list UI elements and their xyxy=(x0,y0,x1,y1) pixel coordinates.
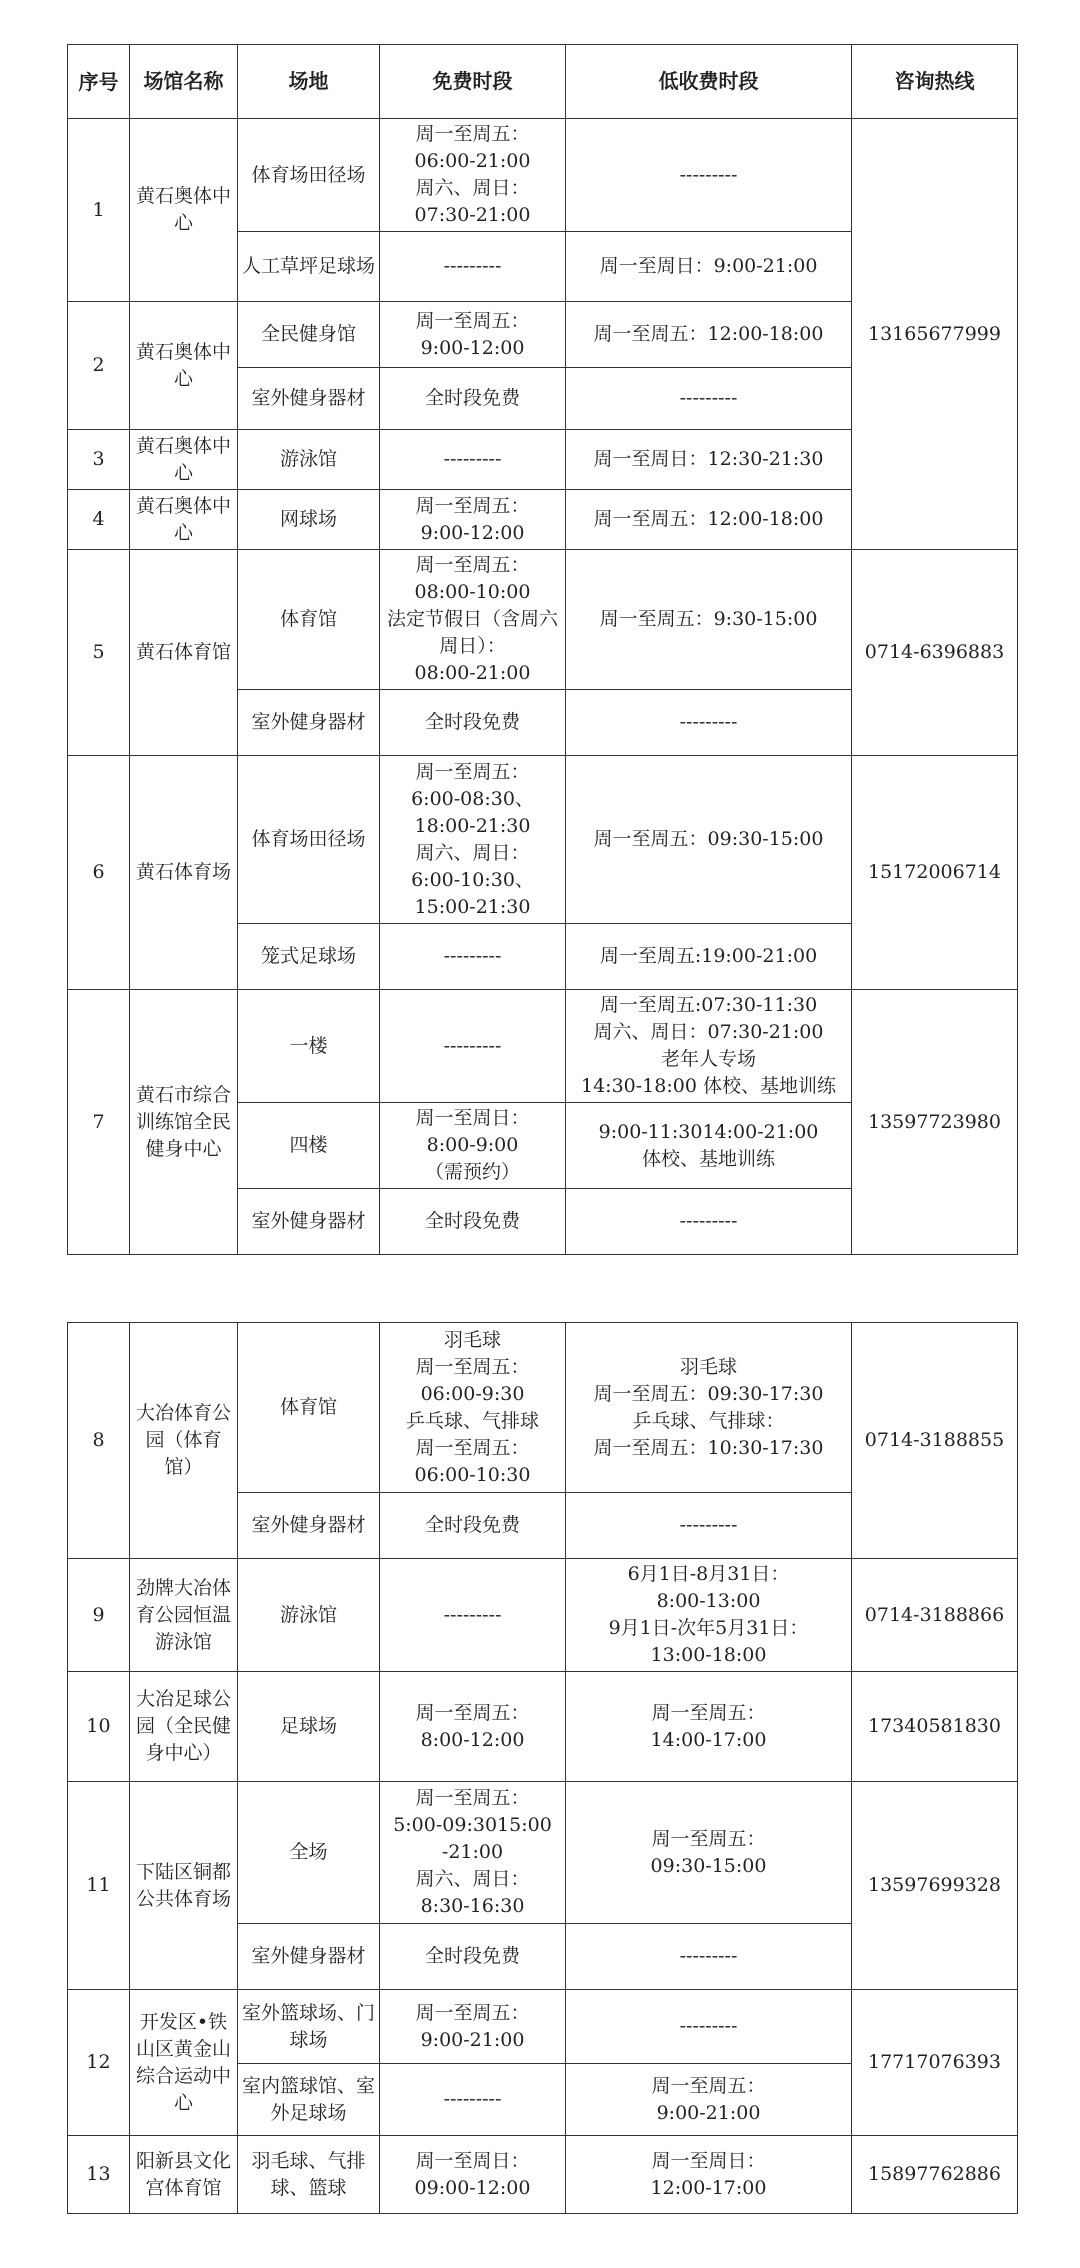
site-name: 体育馆 xyxy=(238,1323,380,1493)
low-fee-hours: 周一至周日：9:00-21:00 xyxy=(566,232,852,302)
hotline: 13597699328 xyxy=(852,1782,1018,1990)
row-number: 2 xyxy=(68,302,130,430)
venue-name: 黄石奥体中心 xyxy=(130,490,238,550)
free-hours: 全时段免费 xyxy=(380,1493,566,1559)
low-fee-hours: 周一至周五：12:00-18:00 xyxy=(566,302,852,368)
free-hours: 全时段免费 xyxy=(380,368,566,430)
row-number: 13 xyxy=(68,2136,130,2214)
site-name: 室内篮球馆、室外足球场 xyxy=(238,2064,380,2136)
low-fee-hours: --------- xyxy=(566,119,852,232)
table-row xyxy=(68,1559,1018,1672)
low-fee-hours: 周一至周五： 9:00-21:00 xyxy=(566,2064,852,2136)
free-hours: 周一至周日： 8:00-9:00 （需预约） xyxy=(380,1103,566,1189)
site-name: 室外健身器材 xyxy=(238,368,380,430)
hotline: 17340581830 xyxy=(852,1672,1018,1782)
hotline: 13597723980 xyxy=(852,990,1018,1255)
table-row xyxy=(68,550,1018,690)
site-name: 游泳馆 xyxy=(238,1559,380,1672)
hotline: 0714-6396883 xyxy=(852,550,1018,756)
schedule-table-part-1 xyxy=(67,44,1018,1255)
site-name: 体育场田径场 xyxy=(238,119,380,232)
free-hours: 羽毛球 周一至周五： 06:00-9:30 乒乓球、气排球 周一至周五： 06:00-10:30 xyxy=(380,1323,566,1493)
site-name: 足球场 xyxy=(238,1672,380,1782)
site-name: 全民健身馆 xyxy=(238,302,380,368)
site-name: 室外健身器材 xyxy=(238,1924,380,1990)
site-name: 网球场 xyxy=(238,490,380,550)
low-fee-hours: --------- xyxy=(566,690,852,756)
venue-name: 黄石体育馆 xyxy=(130,550,238,756)
venue-name: 黄石奥体中心 xyxy=(130,119,238,302)
low-fee-hours: 羽毛球 周一至周五：09:30-17:30 乒乓球、气排球： 周一至周五：10:30-17:30 xyxy=(566,1323,852,1493)
table-row xyxy=(68,756,1018,924)
header-venue: 场馆名称 xyxy=(130,45,238,119)
header-row xyxy=(68,45,1018,119)
site-name: 一楼 xyxy=(238,990,380,1103)
row-number: 5 xyxy=(68,550,130,756)
low-fee-hours: 周一至周日： 12:00-17:00 xyxy=(566,2136,852,2214)
table-row xyxy=(68,1672,1018,1782)
low-fee-hours: 周一至周五：09:30-15:00 xyxy=(566,756,852,924)
low-fee-hours: --------- xyxy=(566,368,852,430)
row-number: 3 xyxy=(68,430,130,490)
free-hours: 周一至周五： 9:00-21:00 xyxy=(380,1990,566,2064)
low-fee-hours: --------- xyxy=(566,1990,852,2064)
row-number: 10 xyxy=(68,1672,130,1782)
table-row xyxy=(68,2136,1018,2214)
low-fee-hours: --------- xyxy=(566,1493,852,1559)
site-name: 四楼 xyxy=(238,1103,380,1189)
header-site: 场地 xyxy=(238,45,380,119)
venue-name: 大冶足球公园（全民健身中心） xyxy=(130,1672,238,1782)
row-number: 9 xyxy=(68,1559,130,1672)
hotline: 0714-3188855 xyxy=(852,1323,1018,1559)
hotline: 13165677999 xyxy=(852,119,1018,550)
low-fee-hours: 周一至周五：9:30-15:00 xyxy=(566,550,852,690)
low-fee-hours: 周一至周五： 14:00-17:00 xyxy=(566,1672,852,1782)
site-name: 室外健身器材 xyxy=(238,1189,380,1255)
venue-name: 大冶体育公园（体育馆） xyxy=(130,1323,238,1559)
free-hours: --------- xyxy=(380,430,566,490)
row-number: 12 xyxy=(68,1990,130,2136)
site-name: 室外健身器材 xyxy=(238,690,380,756)
site-name: 人工草坪足球场 xyxy=(238,232,380,302)
venue-name: 阳新县文化宫体育馆 xyxy=(130,2136,238,2214)
free-hours: --------- xyxy=(380,2064,566,2136)
free-hours: --------- xyxy=(380,1559,566,1672)
header-free: 免费时段 xyxy=(380,45,566,119)
site-name: 室外篮球场、门球场 xyxy=(238,1990,380,2064)
low-fee-hours: 9:00-11:3014:00-21:00 体校、基地训练 xyxy=(566,1103,852,1189)
site-name: 体育馆 xyxy=(238,550,380,690)
free-hours: 周一至周日： 09:00-12:00 xyxy=(380,2136,566,2214)
site-name: 室外健身器材 xyxy=(238,1493,380,1559)
free-hours: 周一至周五： 5:00-09:3015:00 -21:00 周六、周日： 8:30-16:30 xyxy=(380,1782,566,1924)
low-fee-hours: 6月1日-8月31日： 8:00-13:00 9月1日-次年5月31日： 13:00-18:00 xyxy=(566,1559,852,1672)
table-row xyxy=(68,1990,1018,2064)
free-hours: --------- xyxy=(380,990,566,1103)
venue-name: 开发区•铁山区黄金山综合运动中心 xyxy=(130,1990,238,2136)
row-number: 1 xyxy=(68,119,130,302)
venue-name: 黄石奥体中心 xyxy=(130,430,238,490)
row-number: 11 xyxy=(68,1782,130,1990)
free-hours: 周一至周五： 6:00-08:30、 18:00-21:30 周六、周日： 6:00-10:30、 15:00-21:30 xyxy=(380,756,566,924)
site-name: 羽毛球、气排球、篮球 xyxy=(238,2136,380,2214)
row-number: 7 xyxy=(68,990,130,1255)
low-fee-hours: --------- xyxy=(566,1189,852,1255)
free-hours: 全时段免费 xyxy=(380,1189,566,1255)
low-fee-hours: 周一至周五：12:00-18:00 xyxy=(566,490,852,550)
low-fee-hours: 周一至周五： 09:30-15:00 xyxy=(566,1782,852,1924)
free-hours: 周一至周五： 9:00-12:00 xyxy=(380,490,566,550)
free-hours: --------- xyxy=(380,924,566,990)
header-low: 低收费时段 xyxy=(566,45,852,119)
venue-name: 黄石市综合训练馆全民健身中心 xyxy=(130,990,238,1255)
row-number: 6 xyxy=(68,756,130,990)
low-fee-hours: --------- xyxy=(566,1924,852,1990)
free-hours: 周一至周五： 08:00-10:00 法定节假日（含周六周日）： 08:00-21:00 xyxy=(380,550,566,690)
header-no: 序号 xyxy=(68,45,130,119)
free-hours: 周一至周五： 8:00-12:00 xyxy=(380,1672,566,1782)
schedule-table-part-2 xyxy=(67,1322,1018,2214)
low-fee-hours: 周一至周日：12:30-21:30 xyxy=(566,430,852,490)
free-hours: 全时段免费 xyxy=(380,1924,566,1990)
row-number: 4 xyxy=(68,490,130,550)
venue-name: 黄石奥体中心 xyxy=(130,302,238,430)
row-number: 8 xyxy=(68,1323,130,1559)
header-phone: 咨询热线 xyxy=(852,45,1018,119)
low-fee-hours: 周一至周五:07:30-11:30 周六、周日：07:30-21:00 老年人专场 14:30-18:00 体校、基地训练 xyxy=(566,990,852,1103)
hotline: 0714-3188866 xyxy=(852,1559,1018,1672)
venue-name: 黄石体育场 xyxy=(130,756,238,990)
table-row xyxy=(68,990,1018,1103)
free-hours: 周一至周五： 9:00-12:00 xyxy=(380,302,566,368)
low-fee-hours: 周一至周五:19:00-21:00 xyxy=(566,924,852,990)
site-name: 笼式足球场 xyxy=(238,924,380,990)
site-name: 游泳馆 xyxy=(238,430,380,490)
table-row xyxy=(68,1323,1018,1493)
hotline: 17717076393 xyxy=(852,1990,1018,2136)
table-row xyxy=(68,119,1018,232)
table-row xyxy=(68,1782,1018,1924)
hotline: 15172006714 xyxy=(852,756,1018,990)
venue-name: 下陆区铜都公共体育场 xyxy=(130,1782,238,1990)
hotline: 15897762886 xyxy=(852,2136,1018,2214)
free-hours: 全时段免费 xyxy=(380,690,566,756)
site-name: 体育场田径场 xyxy=(238,756,380,924)
free-hours: --------- xyxy=(380,232,566,302)
free-hours: 周一至周五： 06:00-21:00 周六、周日： 07:30-21:00 xyxy=(380,119,566,232)
site-name: 全场 xyxy=(238,1782,380,1924)
venue-name: 劲牌大冶体育公园恒温游泳馆 xyxy=(130,1559,238,1672)
